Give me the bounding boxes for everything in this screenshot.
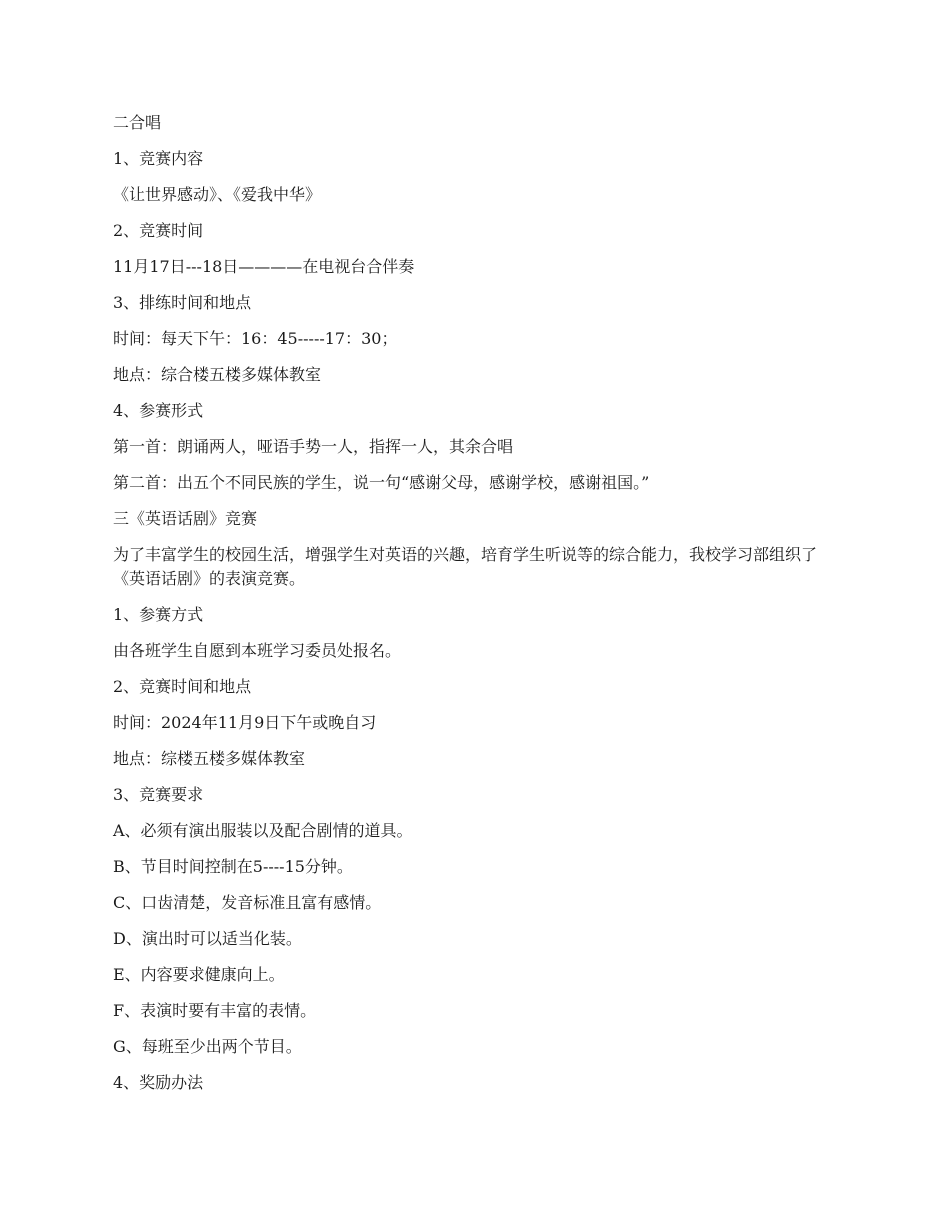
subheading-rewards: 4、奖励办法 [113, 1073, 204, 1092]
subheading-time: 2、竞赛时间 [113, 221, 204, 240]
document-body [113, 111, 843, 1107]
requirement-item: G、每班至少出两个节目。 [113, 1037, 302, 1056]
text-line: 时间：每天下午：16：45-----17：30； [113, 329, 398, 348]
section-heading-chorus: 二合唱 [113, 113, 162, 132]
requirement-item: C、口齿清楚，发音标准且富有感情。 [113, 893, 382, 912]
requirement-item: D、演出时可以适当化装。 [113, 929, 302, 948]
section-heading-english-drama: 三《英语话剧》竞赛 [113, 509, 258, 528]
text-line: 时间：2024年11月9日下午或晚自习 [113, 713, 377, 732]
text-line: 地点：综合楼五楼多媒体教室 [113, 365, 322, 384]
text-line: 由各班学生自愿到本班学习委员处报名。 [113, 641, 402, 660]
requirement-item: E、内容要求健康向上。 [113, 965, 285, 984]
requirement-item: B、节目时间控制在5----15分钟。 [113, 857, 353, 876]
subheading-content: 1、竞赛内容 [113, 149, 204, 168]
subheading-time-place: 2、竞赛时间和地点 [113, 677, 252, 696]
text-line: 第一首：朗诵两人，哑语手势一人，指挥一人，其余合唱 [113, 437, 514, 456]
subheading-format: 4、参赛形式 [113, 401, 204, 420]
text-line: 地点：综楼五楼多媒体教室 [113, 749, 306, 768]
text-line: 第二首：出五个不同民族的学生，说一句“感谢父母，感谢学校，感谢祖国。” [113, 473, 650, 492]
subheading-requirements: 3、竞赛要求 [113, 785, 204, 804]
subheading-rehearsal: 3、排练时间和地点 [113, 293, 252, 312]
requirement-item: A、必须有演出服装以及配合剧情的道具。 [113, 821, 413, 840]
subheading-signup: 1、参赛方式 [113, 605, 204, 624]
text-line: 《让世界感动》、《爱我中华》 [113, 185, 322, 204]
intro-paragraph: 为了丰富学生的校园生活，增强学生对英语的兴趣，培育学生听说等的综合能力，我校学习部组织了《英语话剧》的表演竞赛。 [113, 545, 818, 588]
text-line: 11月17日---18日————在电视台合伴奏 [113, 257, 415, 276]
requirement-item: F、表演时要有丰富的表情。 [113, 1001, 317, 1020]
